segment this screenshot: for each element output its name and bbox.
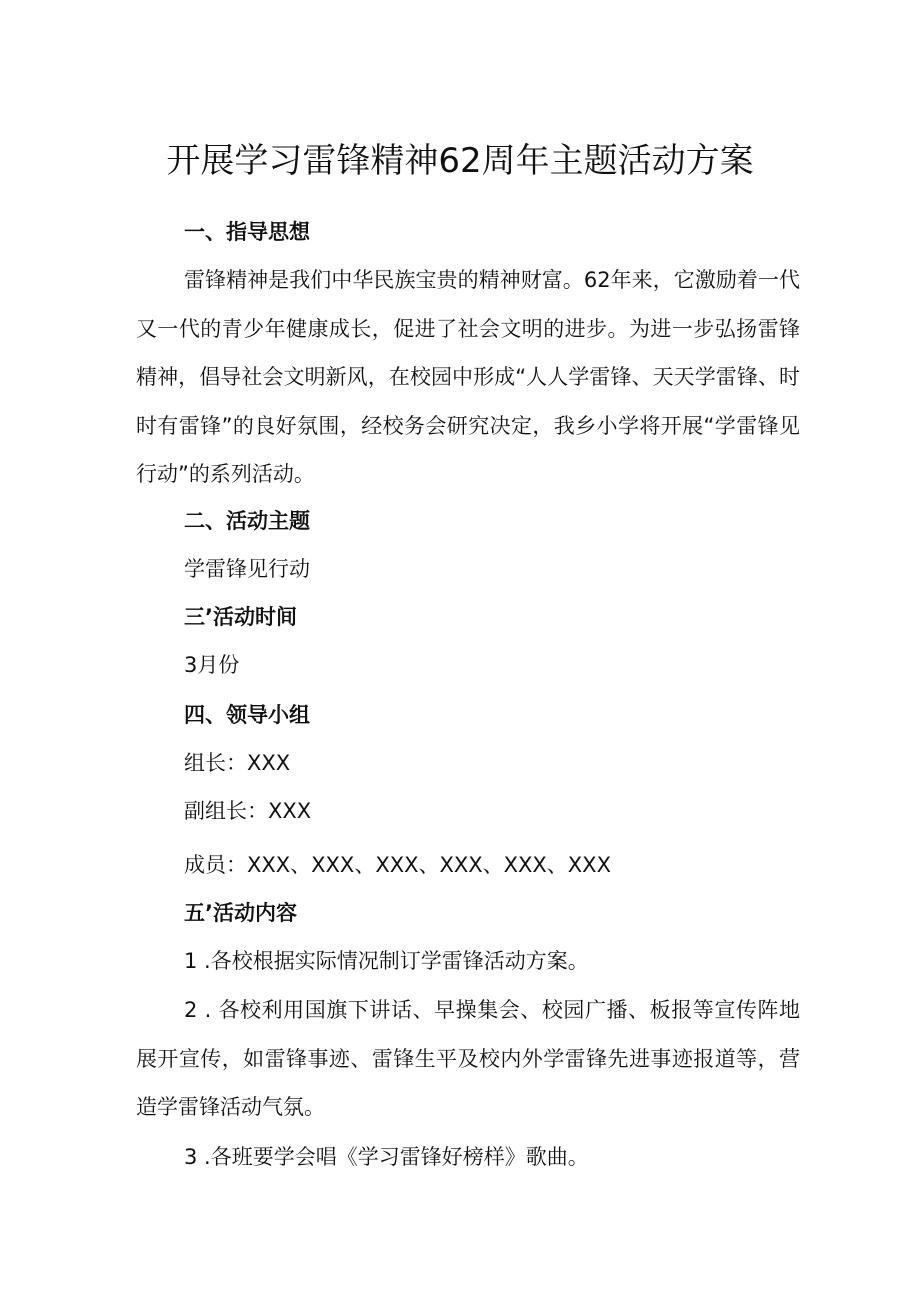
section-3-body: 3月份 [184,653,240,677]
section-2-body: 学雷锋见行动 [184,557,310,581]
section-5-heading: 五’活动内容 [184,901,297,925]
group-leader: 组长：XXX [184,751,291,775]
section-1-heading: 一、指导思想 [184,220,310,244]
section-2-heading: 二、活动主题 [184,509,310,533]
group-deputy-leader: 副组长：XXX [184,799,312,823]
section-1-body: 雷锋精神是我们中华民族宝贵的精神财富。62年来，它激励着一代又一代的青少年健康成长，促进了社会文明的进步。为进一步弘扬雷锋精神，倡导社会文明新风，在校园中形成“人人学雷锋、天天学雷锋、时时有雷锋”的良好氛围，经校务会研究决定，我乡小学将开展“学雷锋见行动”的系列活动。 [136,268,800,487]
document-title: 开展学习雷锋精神62周年主题活动方案 [166,140,754,181]
content-item-2: 2 . 各校利用国旗下讲话、早操集会、校园广播、板报等宣传阵地展开宣传，如雷锋事迹、雷锋生平及校内外学雷锋先进事迹报道等，营造学雷锋活动气氛。 [136,998,800,1120]
section-4-heading: 四、领导小组 [184,703,310,727]
section-3-heading: 三’活动时间 [184,605,297,629]
content-item-1: 1 .各校根据实际情况制订学雷锋活动方案。 [184,949,589,973]
content-item-3: 3 .各班要学会唱《学习雷锋好榜样》歌曲。 [184,1145,589,1169]
group-members: 成员：XXX、XXX、XXX、XXX、XXX、XXX [184,853,611,877]
